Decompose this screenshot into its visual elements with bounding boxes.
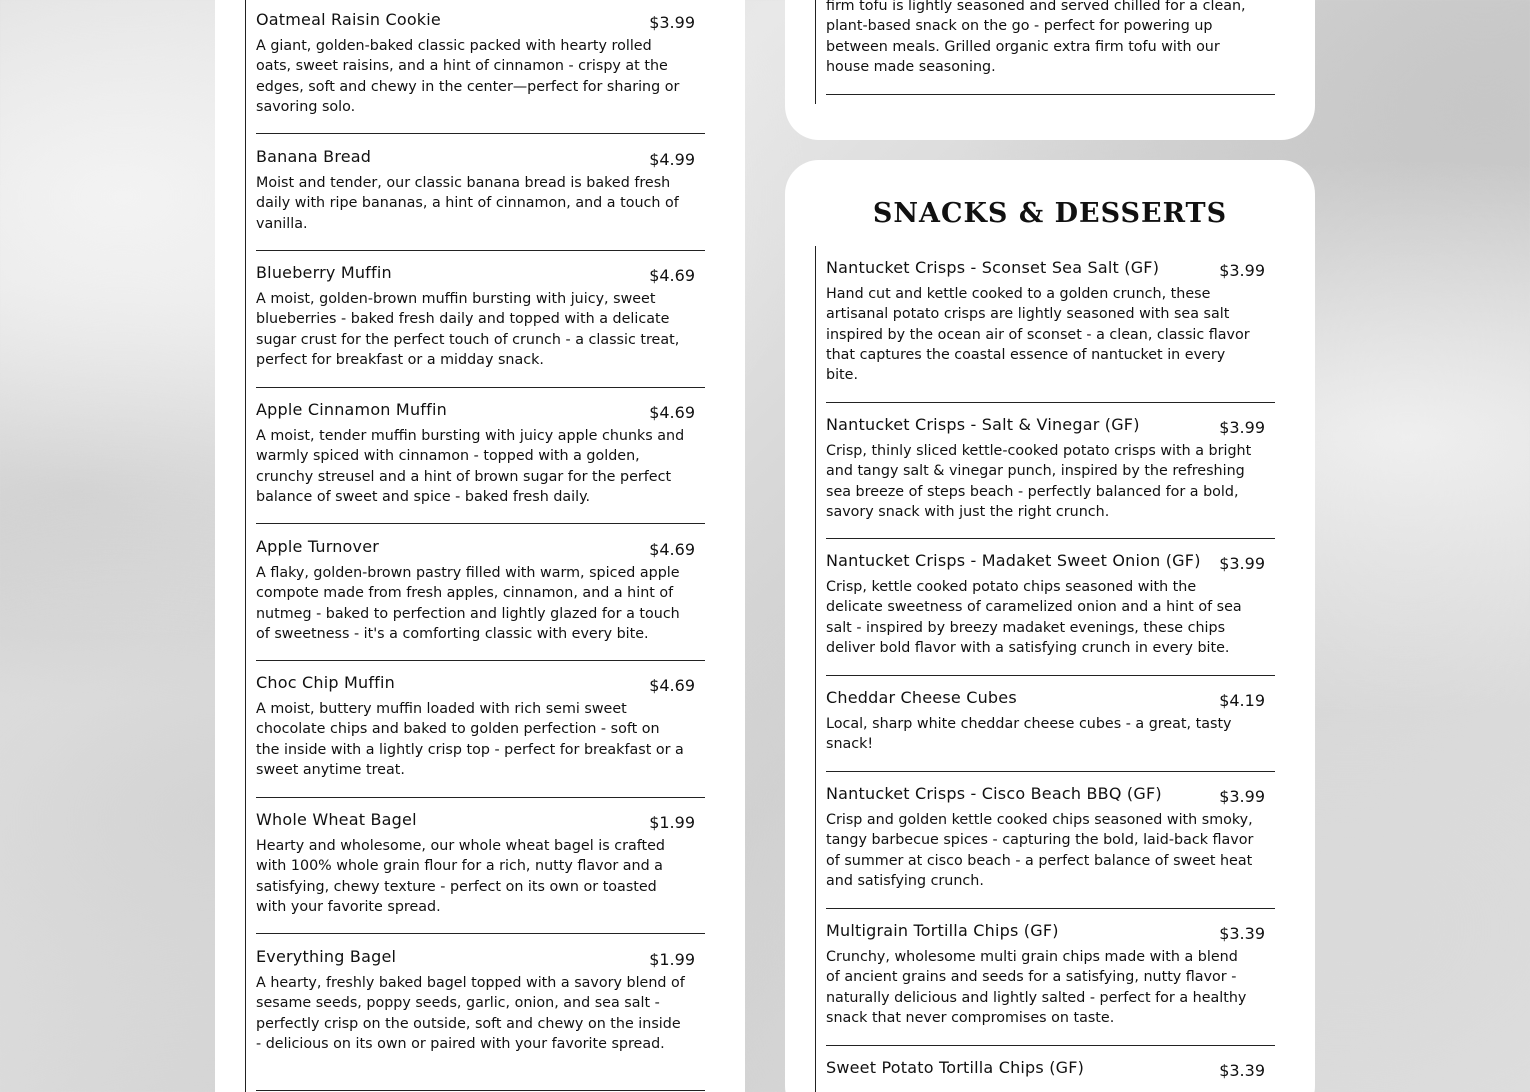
divider (256, 387, 705, 388)
divider (256, 1090, 705, 1091)
divider (826, 1045, 1275, 1046)
divider (256, 797, 705, 798)
divider (826, 402, 1275, 403)
item-price: $4.69 (649, 676, 695, 695)
divider (256, 250, 705, 251)
divider (256, 933, 705, 934)
item-price: $3.99 (1219, 787, 1265, 806)
item-description: Crisp, thinly sliced kettle-cooked potato crisps with a bright and tangy salt & vinegar punch, inspired by the refreshing sea breeze of steps beach - perfectly balanced for a bold, savory snack with just the right crunch. (826, 443, 1252, 520)
menu-item-everything-bagel[interactable] (256, 947, 705, 1054)
menu-item-cisco-beach-bbq[interactable] (826, 784, 1275, 891)
item-name: Choc Chip Muffin (256, 673, 395, 692)
divider (826, 675, 1275, 676)
item-name: Apple Turnover (256, 537, 380, 556)
item-name: Multigrain Tortilla Chips (GF) (826, 921, 1059, 940)
item-price: $1.99 (649, 813, 695, 832)
vertical-rule (815, 0, 816, 104)
divider (826, 538, 1275, 539)
item-description: A moist, buttery muffin loaded with rich semi sweet chocolate chips and baked to golden perfection - soft on the inside with a lightly crisp top - perfect for breakfast or a sweet anytime treat. (256, 701, 684, 778)
menu-item-salt-vinegar[interactable] (826, 415, 1275, 522)
item-name: Whole Wheat Bagel (256, 810, 417, 829)
item-description: A moist, tender muffin bursting with juicy apple chunks and warmly spiced with cinnamon - topped with a golden, crunchy streusel and a hint of brown sugar for the perfect balance of sweet and spice - baked fresh daily. (256, 428, 685, 505)
item-name: Cheddar Cheese Cubes (826, 688, 1017, 707)
item-price: $4.99 (649, 150, 695, 169)
item-name: Banana Bread (256, 147, 372, 166)
item-price: $3.39 (1219, 924, 1265, 943)
item-price: $3.39 (1219, 1061, 1265, 1080)
item-name: Apple Cinnamon Muffin (256, 400, 447, 419)
section-title: SNACKS & DESSERTS (872, 198, 1228, 229)
item-description: Hearty and wholesome, our whole wheat bagel is crafted with 100% whole grain flour for a rich, nutty flavor and a satisfying, chewy texture - perfect on its own or toasted with your favorite spread. (256, 838, 665, 915)
item-description: Hand cut and kettle cooked to a golden crunch, these artisanal potato crisps are lightly seasoned with sea salt inspired by the ocean air of sconset - a clean, classic flavor that captures the coastal essence of nantucket in every bite. (826, 286, 1250, 384)
item-description: A hearty, freshly baked bagel topped with a savory blend of sesame seeds, poppy seeds, garlic, onion, and sea salt - perfectly crisp on the outside, soft and chewy on the inside - delicious on its own or paired with your favorite spread. (256, 975, 685, 1052)
vertical-rule (815, 246, 816, 1092)
menu-item-banana-bread[interactable] (256, 147, 705, 234)
menu-card-top (785, 0, 1315, 140)
divider (826, 908, 1275, 909)
divider (256, 660, 705, 661)
menu-item-blueberry-muffin[interactable] (256, 263, 705, 370)
item-price: $3.99 (1219, 418, 1265, 437)
item-description: A flaky, golden-brown pastry filled with warm, spiced apple compote made from fresh apples, cinnamon, and a hint of nutmeg - baked to perfection and lightly glazed for a touch of sweetness - it's a comforting classic with every bite. (256, 565, 680, 642)
divider (826, 94, 1275, 95)
item-name: Nantucket Crisps - Madaket Sweet Onion (GF) (826, 551, 1201, 570)
item-name: Blueberry Muffin (256, 263, 392, 282)
menu-item-apple-turnover[interactable] (256, 537, 705, 644)
item-description: Crisp and golden kettle cooked chips seasoned with smoky, tangy barbecue spices - capturing the bold, laid-back flavor of summer at cisco beach - a perfect balance of sweet heat and satisfying crunch. (826, 812, 1254, 889)
item-description: A giant, golden-baked classic packed with hearty rolled oats, sweet raisins, and a hint of cinnamon - crispy at the edges, soft and chewy in the center—perfect for sharing or savoring solo. (256, 38, 680, 115)
item-name: Nantucket Crisps - Sconset Sea Salt (GF) (826, 258, 1160, 277)
item-price: $4.69 (649, 266, 695, 285)
menu-item-multigrain-tortilla-chips[interactable] (826, 921, 1275, 1028)
menu-item-cheddar-cheese-cubes[interactable] (826, 688, 1275, 755)
menu-panel-left (215, 0, 745, 1092)
item-description: A moist, golden-brown muffin bursting with juicy, sweet blueberries - baked fresh daily and topped with a delicate sugar crust for the perfect touch of crunch - a classic treat, perfect for breakfast or a midday snack. (256, 291, 680, 368)
item-price: $3.99 (1219, 261, 1265, 280)
item-description: Moist and tender, our classic banana bread is baked fresh daily with ripe bananas, a hint of cinnamon, and a touch of vanilla. (256, 175, 679, 232)
item-price: $4.19 (1219, 691, 1265, 710)
menu-item-oatmeal-raisin-cookie[interactable] (256, 10, 705, 117)
divider (256, 523, 705, 524)
item-price: $3.99 (1219, 554, 1265, 573)
item-description: Local, sharp white cheddar cheese cubes - a great, tasty snack! (826, 716, 1232, 753)
menu-item-sconset-sea-salt[interactable] (826, 258, 1275, 385)
item-name: Nantucket Crisps - Salt & Vinegar (GF) (826, 415, 1140, 434)
item-price: $4.69 (649, 540, 695, 559)
divider (256, 133, 705, 134)
item-price: $4.69 (649, 403, 695, 422)
divider (826, 771, 1275, 772)
item-price: $3.99 (649, 13, 695, 32)
item-name: Nantucket Crisps - Cisco Beach BBQ (GF) (826, 784, 1162, 803)
item-name: Oatmeal Raisin Cookie (256, 10, 441, 29)
menu-item-whole-wheat-bagel[interactable] (256, 810, 705, 917)
menu-item-sweet-potato-tortilla-chips[interactable] (826, 1058, 1275, 1084)
item-price: $1.99 (649, 950, 695, 969)
item-description: Crunchy, wholesome multi grain chips made with a blend of ancient grains and seeds for a satisfying, nutty flavor - naturally delicious and lightly salted - perfect for a healthy snack that never compromises on taste. (826, 949, 1247, 1026)
menu-item-apple-cinnamon-muffin[interactable] (256, 400, 705, 507)
vertical-rule (245, 0, 246, 1092)
menu-item-madaket-sweet-onion[interactable] (826, 551, 1275, 658)
snacks-desserts-card (785, 160, 1315, 1092)
item-name: Sweet Potato Tortilla Chips (GF) (826, 1058, 1085, 1077)
item-name: Everything Bagel (256, 947, 397, 966)
menu-item-choc-chip-muffin[interactable] (256, 673, 705, 780)
item-description: Crisp, kettle cooked potato chips seasoned with the delicate sweetness of caramelized onion and a hint of sea salt - inspired by breezy madaket evenings, these chips deliver bold flavor with a satisfying crunch in every bite. (826, 579, 1242, 656)
item-description: firm tofu is lightly seasoned and served chilled for a clean, plant-based snack on the go - perfect for powering up between meals. Grilled organic extra firm tofu with our house made seasoning. (826, 0, 1246, 75)
